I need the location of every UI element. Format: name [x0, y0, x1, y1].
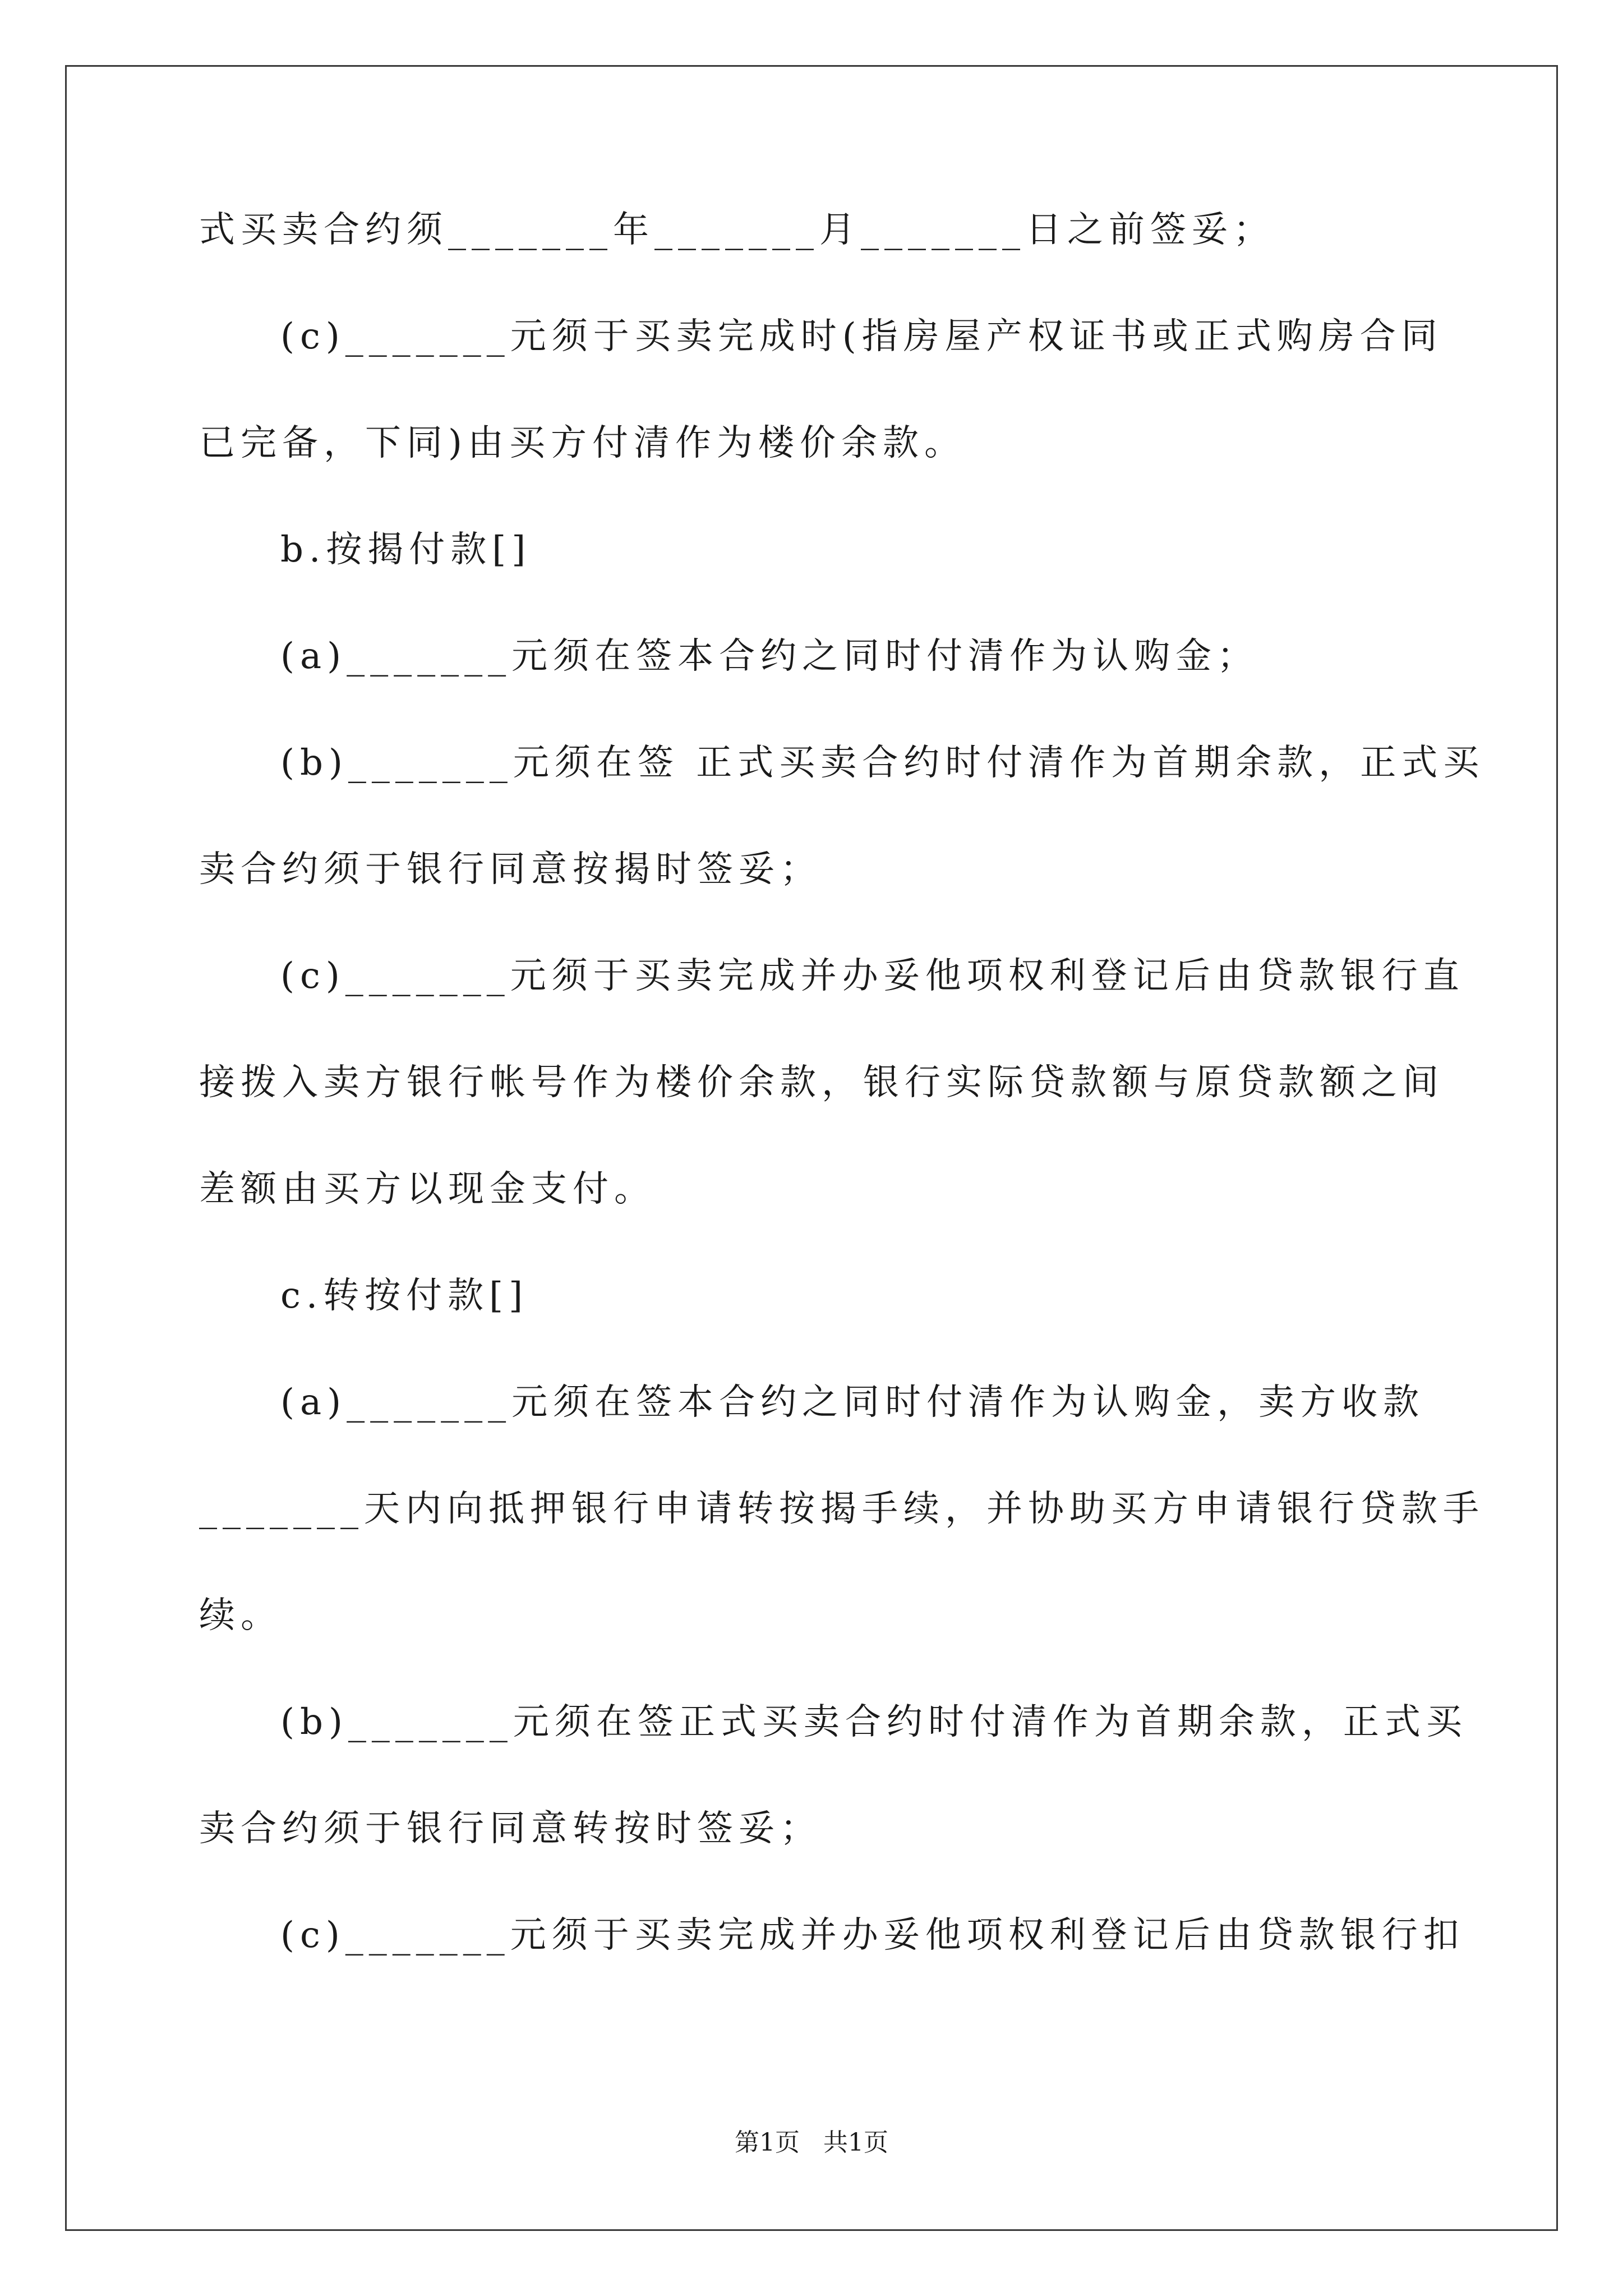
text-line: 已完备，下同)由买方付清作为楼价余款。	[199, 422, 966, 464]
section-heading: b.按揭付款[]	[280, 529, 532, 570]
text-line: _______天内向抵押银行申请转按揭手续，并协助买方申请银行贷款手	[199, 1488, 1484, 1530]
text-line: (c)_______元须于买卖完成并办妥他项权利登记后由贷款银行直	[280, 955, 1465, 997]
text-line: (c)_______元须于买卖完成并办妥他项权利登记后由贷款银行扣	[280, 1915, 1465, 1956]
text-line: 卖合约须于银行同意按揭时签妥；	[199, 849, 822, 890]
text-line: 式买卖合约须_______年_______月_______日之前签妥；	[199, 209, 1275, 251]
text-line: 续。	[199, 1595, 282, 1636]
page-border	[65, 65, 1558, 2231]
page-number-footer: 第1页 共1页	[735, 2128, 888, 2157]
text-line: 接拨入卖方银行帐号作为楼价余款，银行实际贷款额与原贷款额之间	[199, 1062, 1444, 1103]
section-heading: c.转按付款[]	[280, 1275, 529, 1317]
text-line: (b)_______元须在签正式买卖合约时付清作为首期余款，正式买	[280, 1701, 1468, 1743]
text-line: 卖合约须于银行同意转按时签妥；	[199, 1808, 822, 1849]
text-line: (b)_______元须在签 正式买卖合约时付清作为首期余款，正式买	[280, 742, 1485, 784]
text-line: (a)_______元须在签本合约之同时付清作为认购金，卖方收款	[280, 1382, 1425, 1423]
text-line: 差额由买方以现金支付。	[199, 1168, 656, 1210]
text-line: (c)_______元须于买卖完成时(指房屋产权证书或正式购房合同	[280, 316, 1443, 357]
text-line: (a)_______元须在签本合约之同时付清作为认购金；	[280, 636, 1259, 677]
